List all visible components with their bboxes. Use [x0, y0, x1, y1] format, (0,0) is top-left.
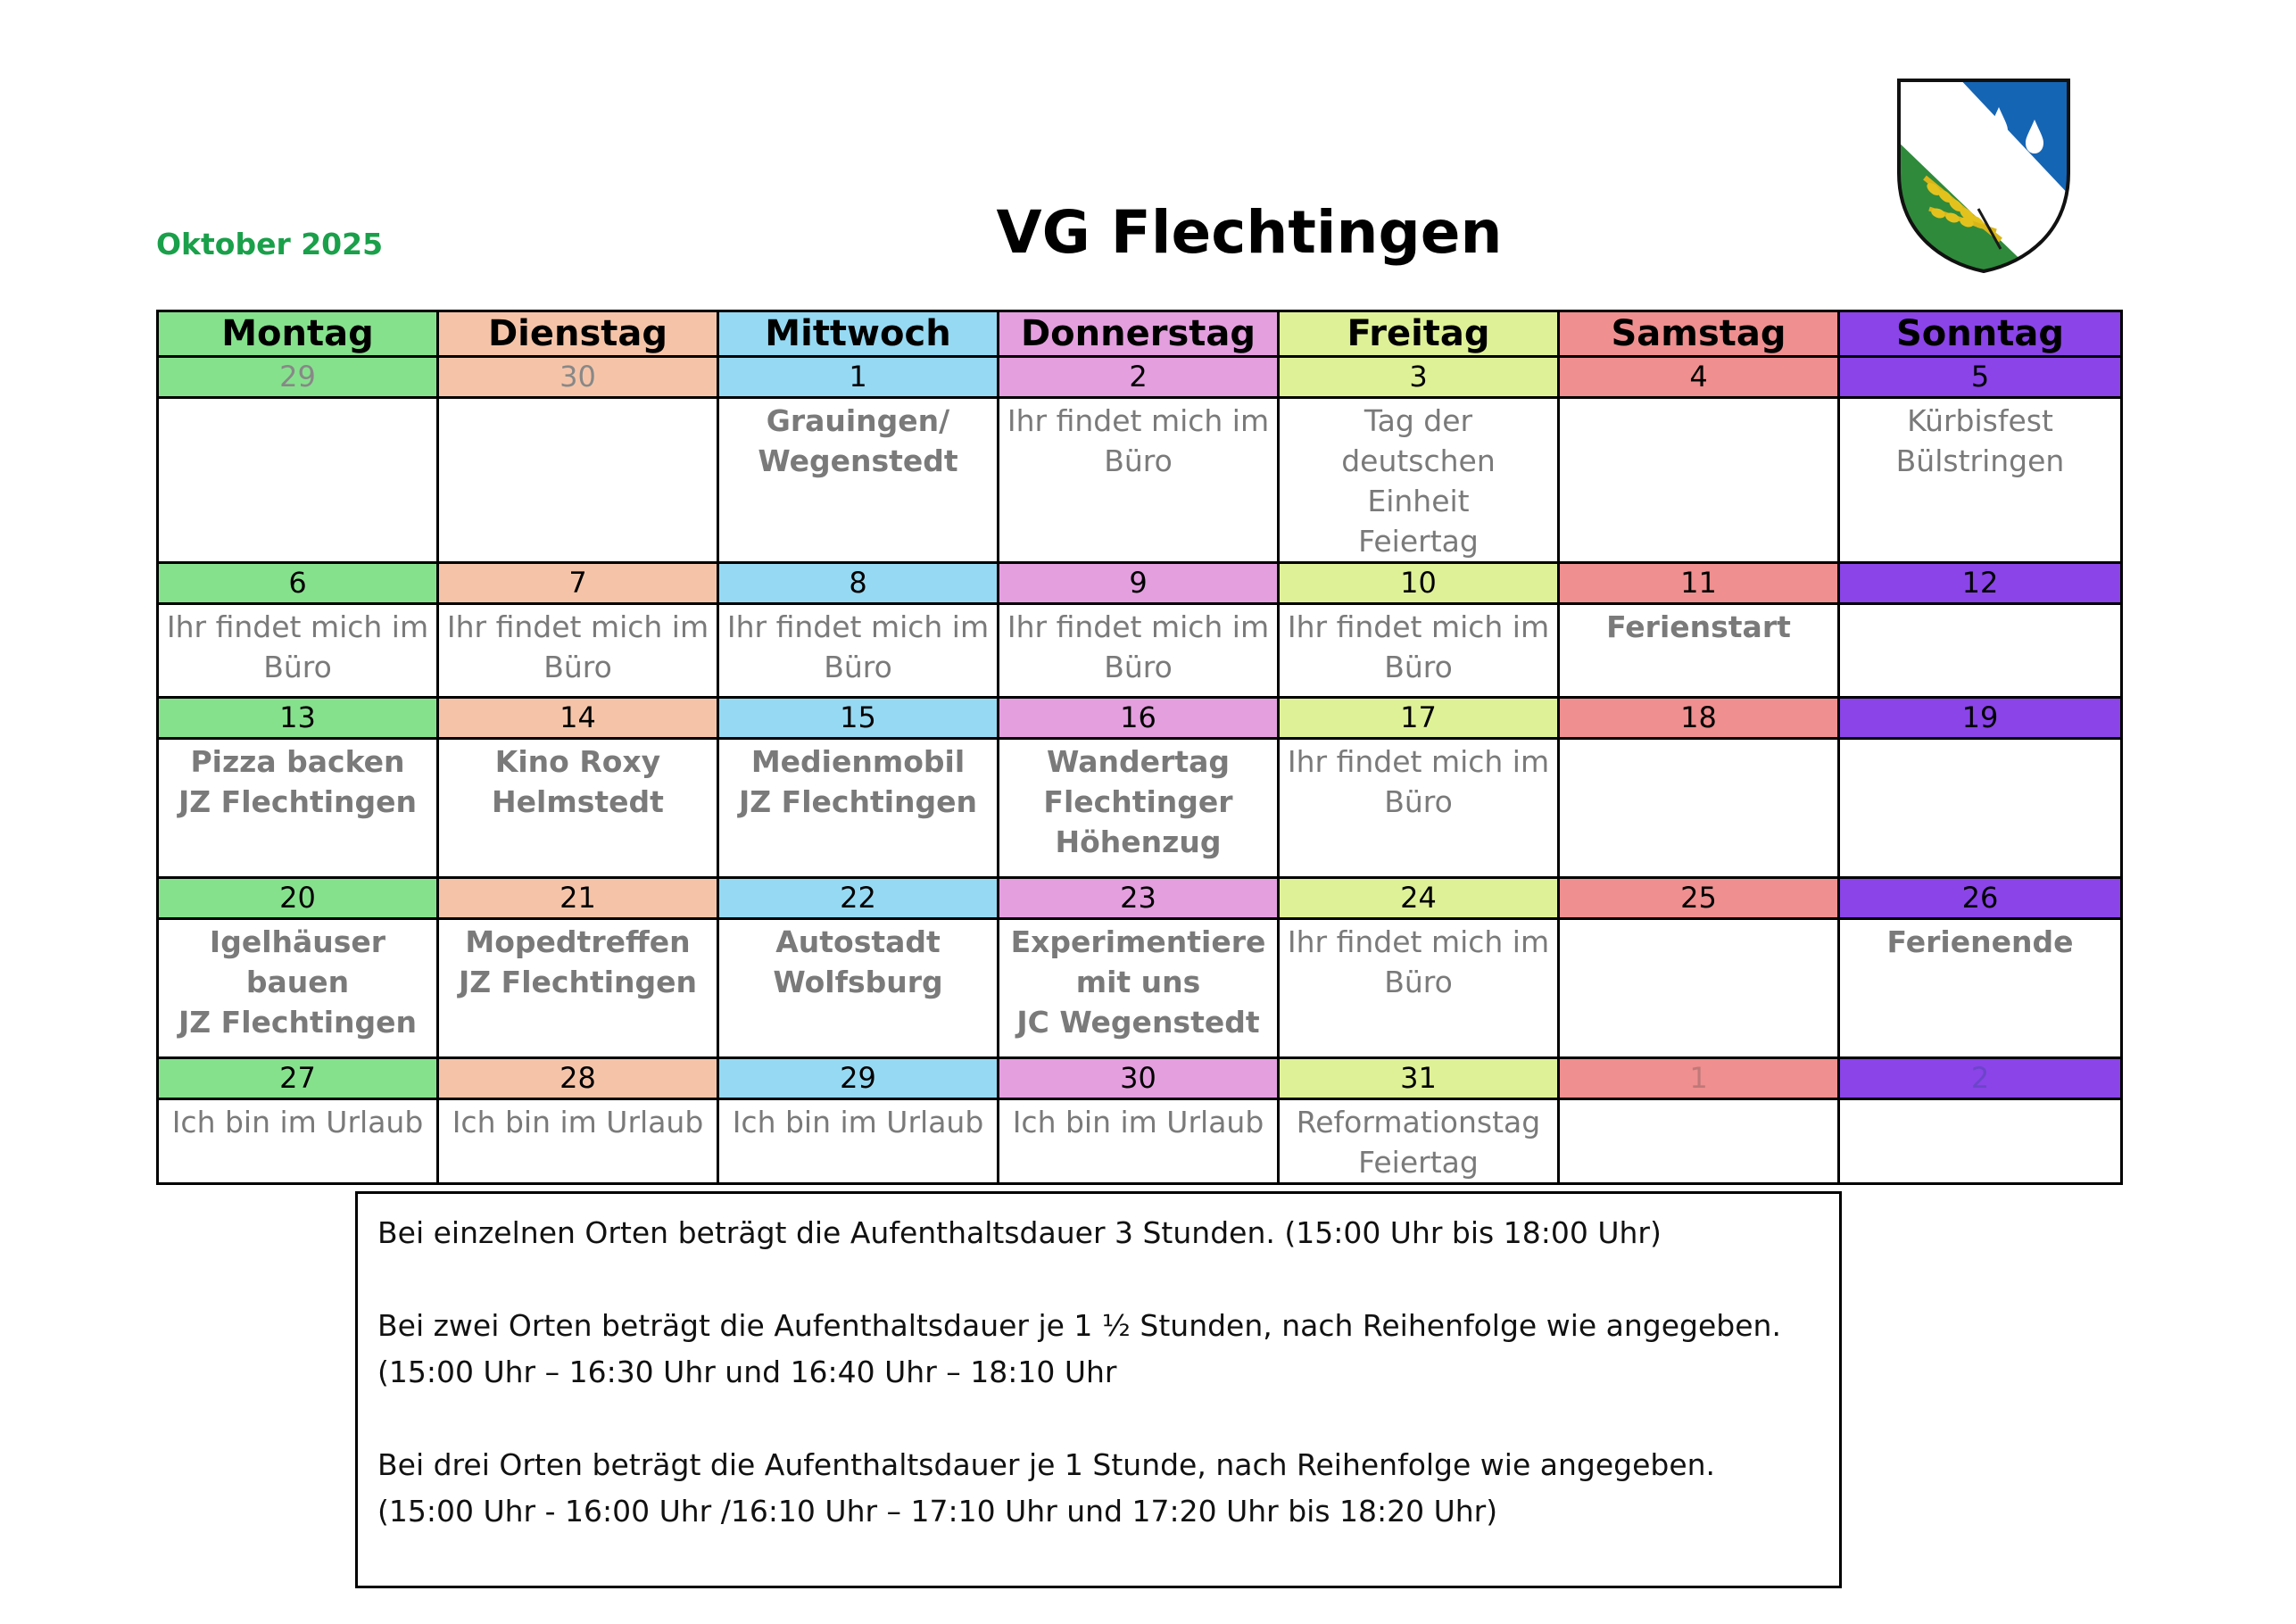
event-cell [158, 398, 438, 563]
event-cell [1839, 1099, 2122, 1184]
week-4-dates [158, 878, 2122, 919]
date-cell: 5 [1839, 357, 2122, 398]
date-cell: 17 [1279, 698, 1559, 739]
event-cell: Grauingen/ Wegenstedt [718, 398, 999, 563]
event-cell: Ihr findet mich im Büro [1279, 739, 1559, 878]
weekday-sunday: Sonntag [1839, 311, 2122, 357]
date-cell: 29 [158, 357, 438, 398]
note-three-locations: Bei drei Orten beträgt die Aufenthaltsdauer je 1 Stunde, nach Reihenfolge wie angegeben. [377, 1447, 1716, 1482]
event-cell: Kürbisfest Bülstringen [1839, 398, 2122, 563]
weekday-tuesday: Dienstag [438, 311, 718, 357]
date-cell: 8 [718, 563, 999, 604]
event-cell: Medienmobil JZ Flechtingen [718, 739, 999, 878]
event-cell: Kino Roxy Helmstedt [438, 739, 718, 878]
note-single-location: Bei einzelnen Orten beträgt die Aufenthaltsdauer 3 Stunden. (15:00 Uhr bis 18:00 Uhr) [377, 1215, 1662, 1250]
event-cell [1839, 604, 2122, 698]
event-cell: Ferienstart [1559, 604, 1839, 698]
weekday-monday: Montag [158, 311, 438, 357]
date-cell: 28 [438, 1058, 718, 1099]
date-cell: 9 [999, 563, 1279, 604]
date-cell: 29 [718, 1058, 999, 1099]
event-cell: Ihr findet mich im Büro [438, 604, 718, 698]
date-cell: 14 [438, 698, 718, 739]
date-cell: 16 [999, 698, 1279, 739]
notes-box [355, 1191, 1842, 1588]
date-cell: 24 [1279, 878, 1559, 919]
event-cell: Ferienende [1839, 919, 2122, 1058]
date-cell: 25 [1559, 878, 1839, 919]
date-cell: 26 [1839, 878, 2122, 919]
event-cell: Ihr findet mich im Büro [1279, 919, 1559, 1058]
date-cell: 18 [1559, 698, 1839, 739]
date-cell: 2 [999, 357, 1279, 398]
date-cell: 2 [1839, 1058, 2122, 1099]
weekday-wednesday: Mittwoch [718, 311, 999, 357]
date-cell: 11 [1559, 563, 1839, 604]
date-cell: 10 [1279, 563, 1559, 604]
date-cell: 30 [999, 1058, 1279, 1099]
event-cell: Ihr findet mich im Büro [999, 604, 1279, 698]
event-cell: Ihr findet mich im Büro [1279, 604, 1559, 698]
week-1-events [158, 398, 2122, 563]
weekday-saturday: Samstag [1559, 311, 1839, 357]
note-three-locations-times: (15:00 Uhr - 16:00 Uhr /16:10 Uhr – 17:10 Uhr und 17:20 Uhr bis 18:20 Uhr) [377, 1494, 1498, 1529]
week-5-dates [158, 1058, 2122, 1099]
event-cell: Wandertag Flechtinger Höhenzug [999, 739, 1279, 878]
event-cell: Tag der deutschen Einheit Feiertag [1279, 398, 1559, 563]
date-cell: 31 [1279, 1058, 1559, 1099]
page-title: VG Flechtingen [996, 198, 1503, 267]
weekday-friday: Freitag [1279, 311, 1559, 357]
date-cell: 7 [438, 563, 718, 604]
weekday-header-row [158, 311, 2122, 357]
date-cell: 1 [1559, 1058, 1839, 1099]
week-4-events [158, 919, 2122, 1058]
event-cell [438, 398, 718, 563]
event-cell: Ich bin im Urlaub [718, 1099, 999, 1184]
date-cell: 3 [1279, 357, 1559, 398]
week-2-dates [158, 563, 2122, 604]
week-2-events [158, 604, 2122, 698]
event-cell [1559, 739, 1839, 878]
note-two-locations: Bei zwei Orten beträgt die Aufenthaltsdauer je 1 ½ Stunden, nach Reihenfolge wie angegeben. [377, 1308, 1781, 1343]
event-cell: Ich bin im Urlaub [438, 1099, 718, 1184]
date-cell: 23 [999, 878, 1279, 919]
weekday-thursday: Donnerstag [999, 311, 1279, 357]
date-cell: 12 [1839, 563, 2122, 604]
event-cell [1559, 1099, 1839, 1184]
event-cell [1839, 739, 2122, 878]
event-cell [1559, 919, 1839, 1058]
date-cell: 15 [718, 698, 999, 739]
date-cell: 22 [718, 878, 999, 919]
event-cell: Igelhäuser bauen JZ Flechtingen [158, 919, 438, 1058]
event-cell: Ihr findet mich im Büro [718, 604, 999, 698]
event-cell: Ihr findet mich im Büro [999, 398, 1279, 563]
week-5-events [158, 1099, 2122, 1184]
week-3-dates [158, 698, 2122, 739]
event-cell: Ich bin im Urlaub [158, 1099, 438, 1184]
note-two-locations-times: (15:00 Uhr – 16:30 Uhr und 16:40 Uhr – 18:10 Uhr [377, 1355, 1117, 1389]
coat-of-arms-icon [1894, 75, 2074, 275]
date-cell: 4 [1559, 357, 1839, 398]
calendar-table [156, 310, 2123, 1185]
event-cell: Reformationstag Feiertag [1279, 1099, 1559, 1184]
week-1-dates [158, 357, 2122, 398]
date-cell: 13 [158, 698, 438, 739]
date-cell: 1 [718, 357, 999, 398]
week-3-events [158, 739, 2122, 878]
date-cell: 21 [438, 878, 718, 919]
event-cell: Experimentiere mit uns JC Wegenstedt [999, 919, 1279, 1058]
event-cell: Pizza backen JZ Flechtingen [158, 739, 438, 878]
month-label: Oktober 2025 [156, 227, 384, 261]
event-cell: Ich bin im Urlaub [999, 1099, 1279, 1184]
date-cell: 6 [158, 563, 438, 604]
event-cell [1559, 398, 1839, 563]
date-cell: 19 [1839, 698, 2122, 739]
event-cell: Ihr findet mich im Büro [158, 604, 438, 698]
date-cell: 30 [438, 357, 718, 398]
event-cell: Mopedtreffen JZ Flechtingen [438, 919, 718, 1058]
event-cell: Autostadt Wolfsburg [718, 919, 999, 1058]
date-cell: 27 [158, 1058, 438, 1099]
date-cell: 20 [158, 878, 438, 919]
